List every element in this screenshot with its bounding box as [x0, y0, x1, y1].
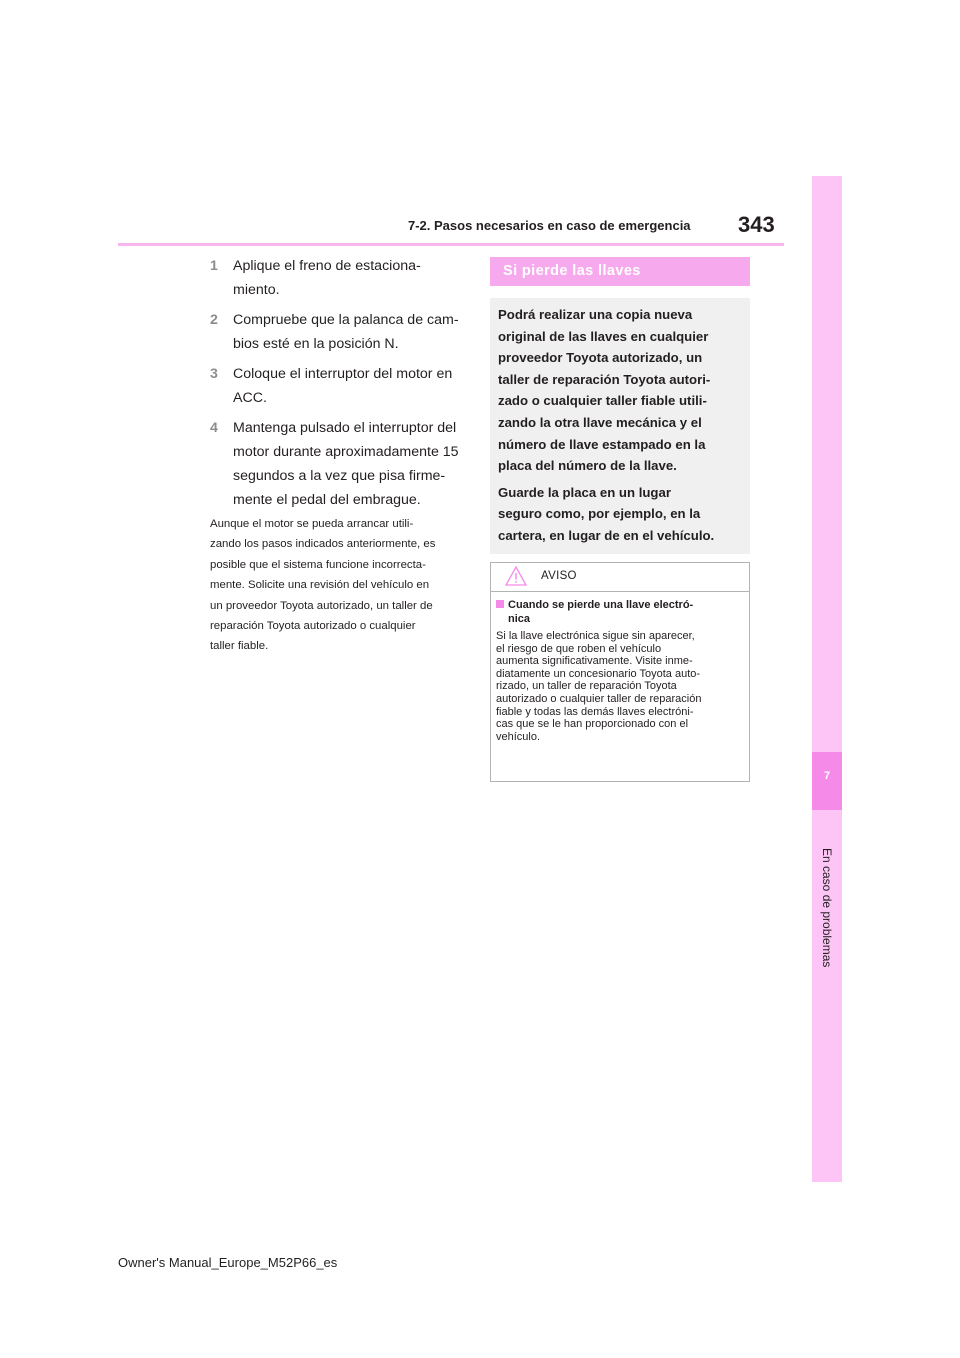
- info-line: placa del número de la llave.: [498, 458, 677, 474]
- step-text-line: motor durante aproximadamente 15: [233, 444, 459, 460]
- step-item: [210, 416, 468, 512]
- step-number: 1: [210, 258, 218, 274]
- warning-body: [496, 630, 742, 743]
- step-text-line: bios esté en la posición N.: [233, 336, 399, 352]
- note-paragraph: [210, 514, 468, 657]
- info-line: zado o cualquier taller fiable utili-: [498, 393, 707, 409]
- step-text-line: Aplique el freno de estaciona-: [233, 258, 421, 274]
- warning-line: autorizado o cualquier taller de reparación: [496, 692, 702, 705]
- warning-line: rizado, un taller de reparación Toyota: [496, 680, 677, 693]
- info-line: taller de reparación Toyota autori-: [498, 371, 711, 387]
- info-paragraph: [498, 482, 744, 547]
- footer-manual-id: Owner's Manual_Europe_M52P66_es: [118, 1255, 338, 1270]
- procedure-steps: [210, 254, 468, 518]
- info-line: número de llave estampado en la: [498, 436, 706, 452]
- header-section-title: 7-2. Pasos necesarios en caso de emergencia: [408, 218, 691, 233]
- step-number: 3: [210, 366, 218, 382]
- note-line: zando los pasos indicados anteriormente, es: [210, 538, 436, 551]
- warning-line: fiable y todas las demás llaves electróni-: [496, 705, 694, 718]
- note-line: reparación Toyota autorizado o cualquier: [210, 620, 416, 633]
- step-number: 4: [210, 420, 218, 436]
- warning-triangle-icon: [505, 566, 527, 586]
- note-line: posible que el sistema funcione incorrecta-: [210, 558, 426, 571]
- info-paragraph: [498, 304, 744, 477]
- info-line: original de las llaves en cualquier: [498, 328, 709, 344]
- step-text-line: miento.: [233, 282, 280, 298]
- header-rule: [118, 243, 784, 246]
- note-line: Aunque el motor se pueda arrancar utili-: [210, 518, 414, 530]
- step-text-line: segundos a la vez que pisa firme-: [233, 468, 446, 484]
- warning-line: diatamente un concesionario Toyota auto-: [496, 667, 701, 680]
- square-bullet-icon: [496, 600, 504, 608]
- note-line: un proveedor Toyota autorizado, un taller de: [210, 599, 433, 612]
- info-line: seguro como, por ejemplo, en la: [498, 506, 701, 522]
- warning-line: vehículo.: [496, 730, 541, 743]
- warning-label: AVISO: [541, 570, 577, 582]
- step-number: 2: [210, 312, 218, 328]
- warning-line: cas que se le han proporcionado con el: [496, 718, 689, 731]
- step-text-line: Compruebe que la palanca de cam-: [233, 312, 459, 328]
- chapter-title: En caso de problemas: [820, 848, 834, 968]
- chapter-number: 7: [823, 770, 831, 782]
- note-line: mente. Solicite una revisión del vehículo en: [210, 579, 430, 592]
- chapter-side-tab: [812, 176, 842, 1182]
- step-item: [210, 362, 468, 410]
- step-text-line: Mantenga pulsado el interruptor del: [233, 420, 457, 436]
- info-line: Guarde la placa en un lugar: [498, 484, 671, 500]
- warning-line: Si la llave electrónica sigue sin aparecer,: [496, 630, 695, 642]
- step-text-line: mente el pedal del embrague.: [233, 492, 421, 508]
- step-text-line: ACC.: [233, 390, 267, 406]
- warning-line: el riesgo de que roben el vehículo: [496, 642, 662, 655]
- info-line: cartera, en lugar de en el vehículo.: [498, 527, 715, 543]
- info-line: zando la otra llave mecánica y el: [498, 414, 702, 430]
- note-line: taller fiable.: [210, 640, 269, 653]
- step-text-line: Coloque el interruptor del motor en: [233, 366, 453, 382]
- warning-header: [491, 563, 749, 592]
- warning-subheading-line: nica: [508, 612, 531, 625]
- step-item: [210, 254, 468, 302]
- step-item: [210, 308, 468, 356]
- info-line: proveedor Toyota autorizado, un: [498, 350, 703, 366]
- info-box-text: [498, 304, 744, 552]
- warning-subheading-line: Cuando se pierde una llave electró-: [508, 599, 694, 611]
- section-heading: Si pierde las llaves: [503, 263, 641, 279]
- page-number: 343: [738, 212, 775, 237]
- info-line: Podrá realizar una copia nueva: [498, 307, 693, 322]
- warning-line: aumenta significativamente. Visite inme-: [496, 655, 693, 668]
